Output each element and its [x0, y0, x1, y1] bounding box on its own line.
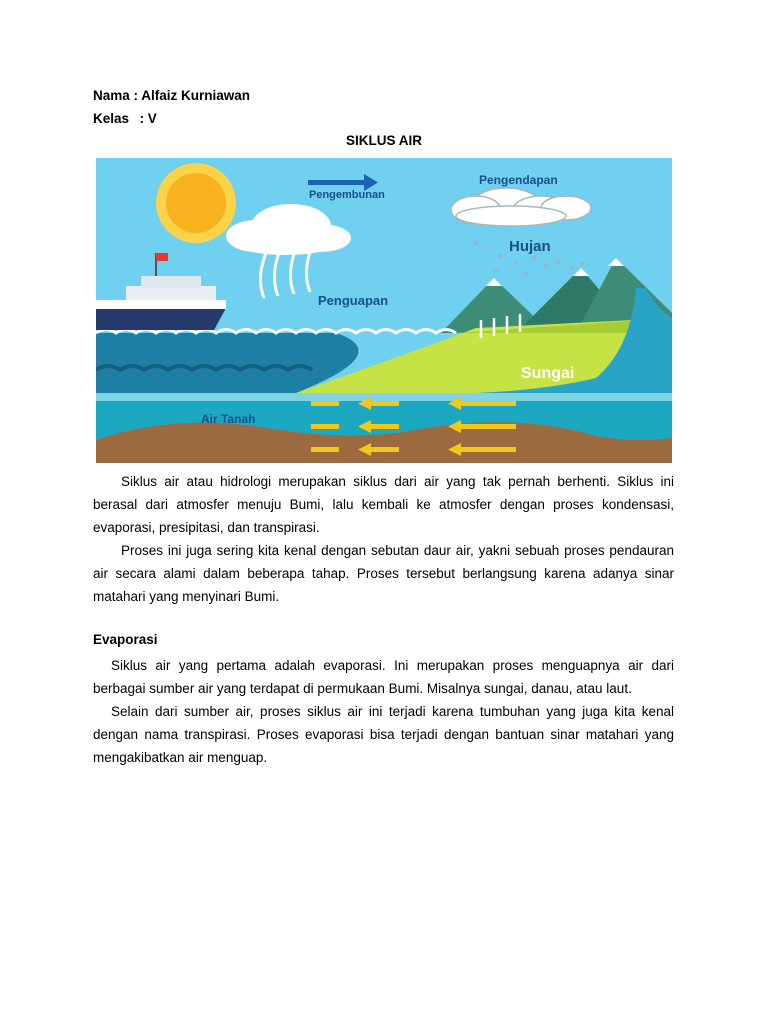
class-label: Kelas [93, 111, 130, 126]
condensation-label: Pengembunan [309, 189, 385, 201]
name-value: : Alfaiz Kurniawan [133, 88, 251, 103]
evaporasi-paragraph-2: Selain dari sumber air, proses siklus air ini terjadi karena tumbuhan yang juga kita kenal dengan nama transpirasi. Proses evaporasi bisa terjadi dengan bantuan sinar matahari yang mengakibatkan air menguap. [93, 704, 674, 765]
evaporasi-paragraph-1: Siklus air yang pertama adalah evaporasi. Ini merupakan proses menguapnya air dari berbagai sumber air yang terdapat di permukaan Bumi. Misalnya sungai, danau, atau laut. [93, 658, 674, 696]
intro-paragraph-1: Siklus air atau hidrologi merupakan siklus dari air yang tak pernah berhenti. Siklus ini berasal dari atmosfer menuju Bumi, lalu kembali ke atmosfer dengan proses kondensasi, evaporasi, presipitasi, dan transpirasi. [93, 474, 674, 535]
name-label: Nama [93, 88, 130, 103]
student-class-line [93, 111, 157, 126]
sun-icon [156, 163, 236, 243]
class-value: : V [139, 111, 157, 126]
water-cycle-diagram [96, 158, 672, 463]
student-name-line [93, 88, 250, 103]
document-title: SIKLUS AIR [345, 133, 422, 148]
groundwater-label: Air Tanah [201, 412, 256, 426]
section-heading-evaporasi: Evaporasi [93, 632, 158, 647]
river-label: Sungai [521, 365, 575, 382]
intro-paragraph-2: Proses ini juga sering kita kenal dengan sebutan daur air, yakni sebuah proses pendauran air secara alami dalam beberapa tahap. Proses tersebut berlangsung karena adanya sinar matahari yang menyinari Bumi. [93, 543, 674, 604]
evaporation-label: Penguapan [318, 293, 389, 308]
precipitation-label: Pengendapan [479, 173, 558, 187]
rain-label: Hujan [509, 238, 551, 255]
